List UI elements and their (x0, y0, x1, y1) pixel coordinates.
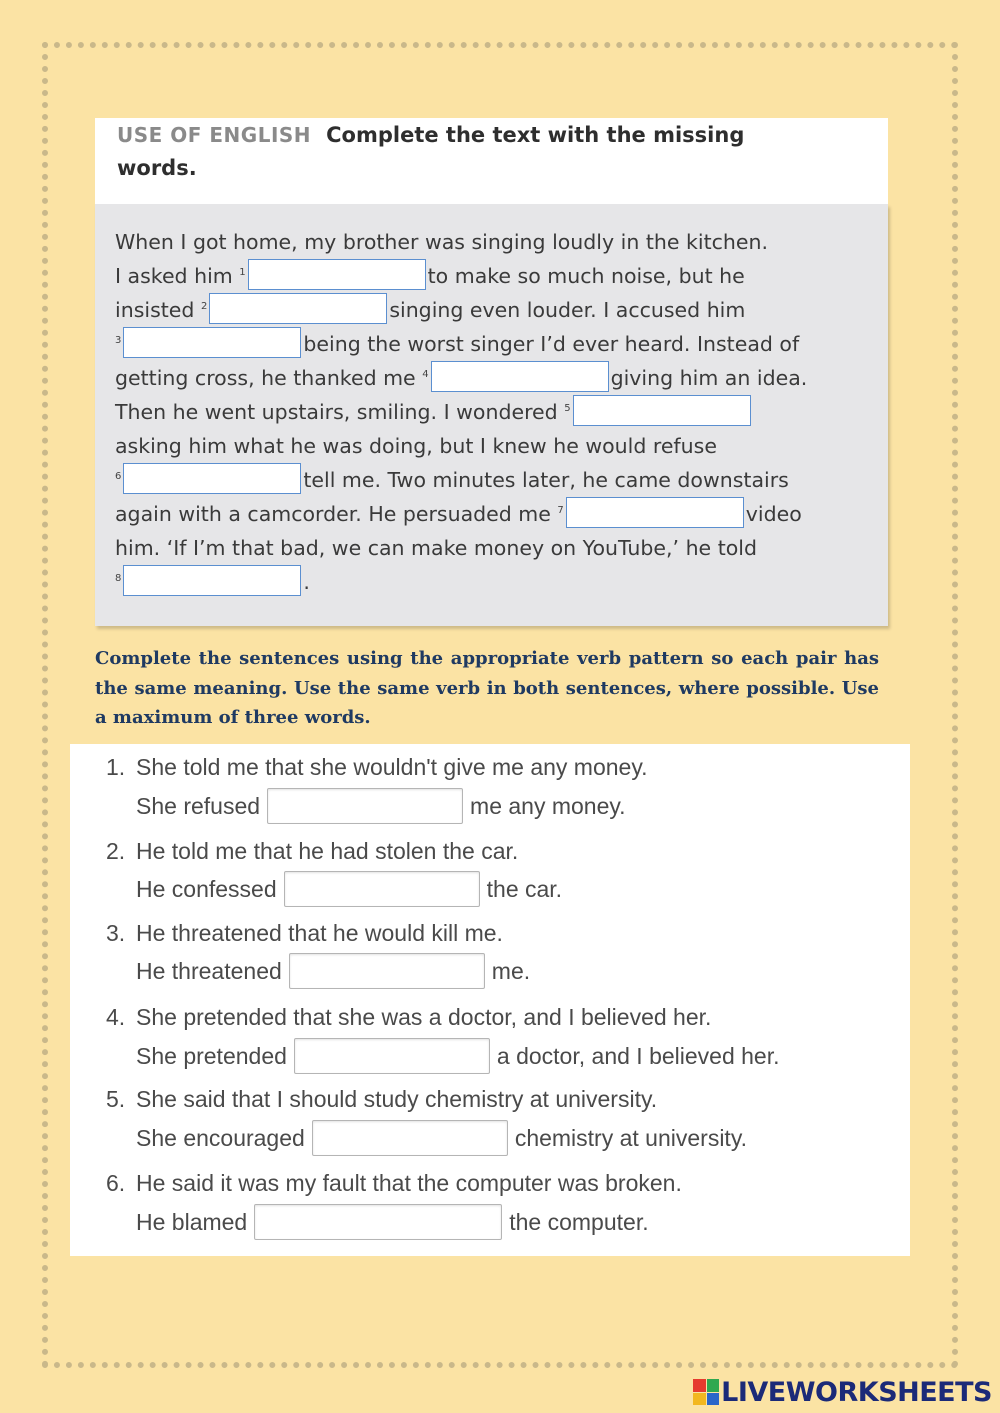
gap-number: 5 (564, 403, 571, 415)
text-line: getting cross, he thanked me $^4$ giving him an idea. (115, 366, 807, 392)
gap-number: 1 (239, 267, 246, 279)
text-line: $^3$ being the worst singer I’d ever heard. Instead of (115, 332, 799, 358)
item-rewrite: He blamed the computer. (136, 1208, 649, 1240)
gap-number: 2 (200, 301, 208, 313)
text-line: $^6$ tell me. Two minutes later, he came downstairs (115, 468, 789, 494)
answer-gap-2[interactable] (209, 293, 387, 324)
exercise1-title-1: Complete the text with the missing (326, 123, 745, 147)
answer-input-3[interactable] (289, 953, 485, 989)
answer-gap-1[interactable] (248, 259, 426, 290)
text-line: again with a camcorder. He persuaded me $^7$ video (115, 502, 802, 528)
answer-input-1[interactable] (267, 788, 463, 824)
answer-input-2[interactable] (284, 871, 480, 907)
answer-input-5[interactable] (312, 1120, 508, 1156)
answer-gap-4[interactable] (431, 361, 609, 392)
item-rewrite: She pretended a doctor, and I believed her. (136, 1042, 780, 1074)
exercise2-panel (70, 744, 910, 1256)
item-sentence: 1. She told me that she wouldn't give me any money. (106, 754, 648, 780)
logo-text: LIVEWORKSHEETS (721, 1376, 992, 1408)
text-line: Then he went upstairs, smiling. I wondered $^5$ (115, 400, 753, 426)
text-line: him. ‘If I’m that bad, we can make money on YouTube,’ he told (115, 536, 757, 560)
item-rewrite: He threatened me. (136, 957, 530, 989)
answer-input-6[interactable] (254, 1204, 502, 1240)
item-rewrite: She encouraged chemistry at university. (136, 1124, 747, 1156)
answer-input-4[interactable] (294, 1038, 490, 1074)
text-line: insisted $^2$ singing even louder. I accused him (115, 298, 745, 324)
answer-gap-6[interactable] (123, 463, 301, 494)
logo-icon (693, 1379, 719, 1405)
text-line: $^8$ . (115, 570, 310, 596)
item-rewrite: He confessed the car. (136, 875, 562, 907)
exercise1-text-panel (95, 204, 888, 626)
item-sentence: 4. She pretended that she was a doctor, and I believed her. (106, 1004, 712, 1030)
gap-number: 3 (115, 335, 122, 347)
gap-number: 7 (557, 505, 564, 517)
exercise2-instructions: Complete the sentences using the appropriate verb pattern so each pair has the same meaning. Use the same verb in both sentences, where possible. Use a maximum of three words. (95, 648, 879, 728)
text-line: I asked him $^1$ to make so much noise, but he (115, 264, 745, 290)
answer-gap-8[interactable] (123, 565, 301, 596)
item-sentence: 3. He threatened that he would kill me. (106, 920, 503, 946)
exercise1-header (95, 118, 888, 204)
liveworksheets-logo[interactable] (693, 1375, 992, 1409)
item-sentence: 2. He told me that he had stolen the car. (106, 838, 519, 864)
text-line: When I got home, my brother was singing loudly in the kitchen. (115, 230, 769, 254)
answer-gap-7[interactable] (566, 497, 744, 528)
exercise1-kicker: USE OF ENGLISH (117, 123, 312, 147)
gap-number: 8 (115, 573, 122, 585)
item-sentence: 6. He said it was my fault that the computer was broken. (106, 1170, 682, 1196)
gap-number: 4 (422, 369, 429, 381)
text-line: asking him what he was doing, but I knew he would refuse (115, 434, 717, 458)
gap-number: 6 (115, 471, 122, 483)
exercise1-title-2: words. (117, 156, 197, 180)
item-rewrite: She refused me any money. (136, 792, 626, 824)
item-sentence: 5. She said that I should study chemistry at university. (106, 1086, 658, 1112)
answer-gap-5[interactable] (573, 395, 751, 426)
answer-gap-3[interactable] (123, 327, 301, 358)
